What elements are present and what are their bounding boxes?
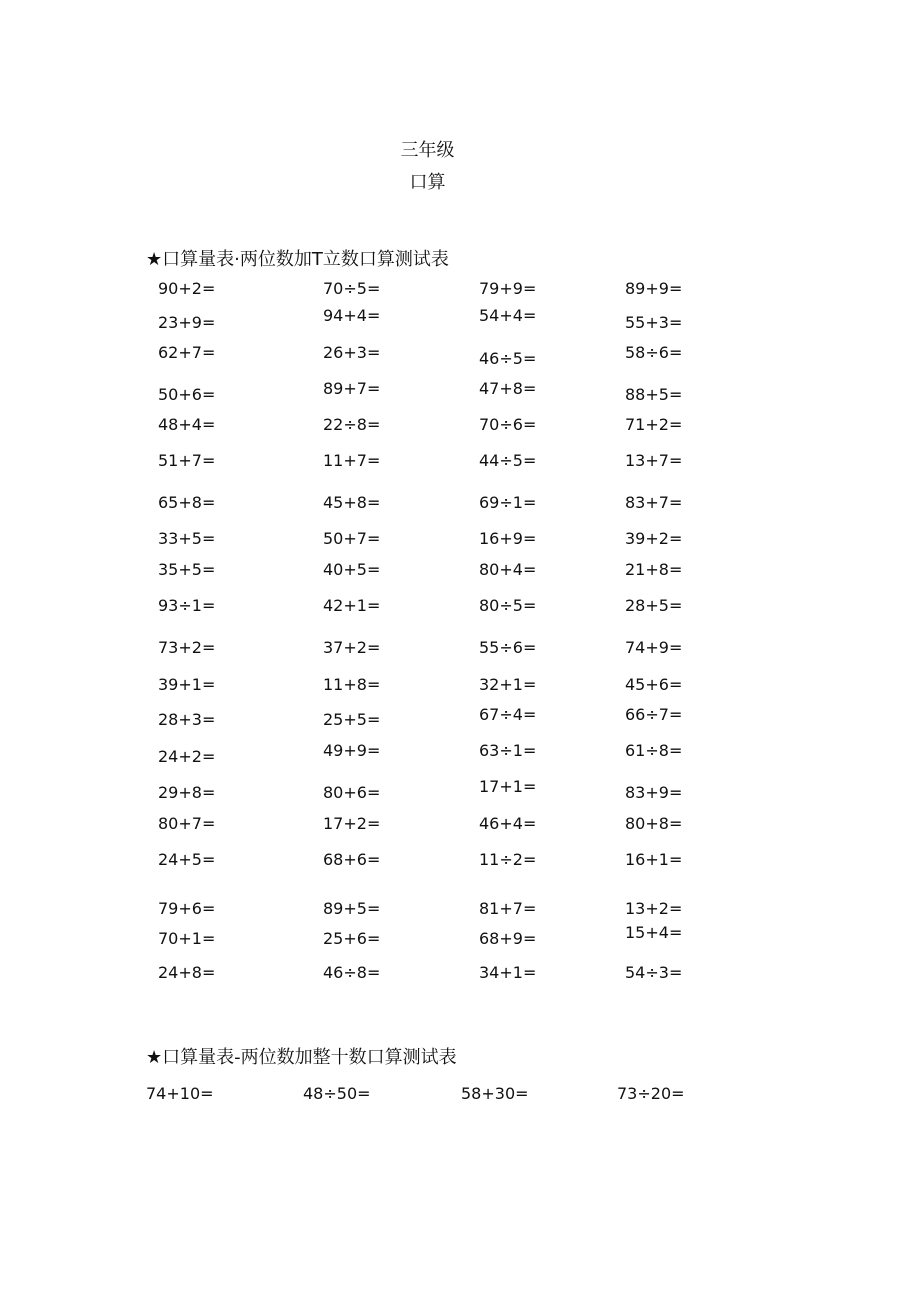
problem-item: 17+1=	[479, 777, 537, 796]
problem-item: 81+7=	[479, 899, 537, 918]
problem-item: 80+7=	[158, 814, 216, 833]
section2-heading: ★口算量表-两位数加整十数口算测试表	[146, 1047, 457, 1068]
problem-item: 58÷6=	[625, 343, 683, 362]
problem-item: 15+4=	[625, 923, 683, 942]
problem-item: 34+1=	[479, 963, 537, 982]
problem-item: 83+7=	[625, 493, 683, 512]
problem-item: 45+6=	[625, 675, 683, 694]
problem-item: 40+5=	[323, 560, 381, 579]
problem-item: 67÷4=	[479, 705, 537, 724]
problem-item: 26+3=	[323, 343, 381, 362]
problem-item: 68+9=	[479, 929, 537, 948]
problem-item: 48+4=	[158, 415, 216, 434]
problem-item: 46÷5=	[479, 349, 537, 368]
problem-item: 66÷7=	[625, 705, 683, 724]
problem-item: 25+5=	[323, 710, 381, 729]
problem-item: 70÷5=	[323, 279, 381, 298]
problem-item: 55+3=	[625, 313, 683, 332]
problem-item: 83+9=	[625, 783, 683, 802]
problem-item: 11+7=	[323, 451, 381, 470]
problem-item: 39+1=	[158, 675, 216, 694]
problem-item: 73+2=	[158, 638, 216, 657]
problem-item: 61÷8=	[625, 741, 683, 760]
problem-item: 35+5=	[158, 560, 216, 579]
problem-item: 73÷20=	[617, 1084, 685, 1103]
problem-item: 33+5=	[158, 529, 216, 548]
problem-item: 89+9=	[625, 279, 683, 298]
problem-item: 74+10=	[146, 1084, 214, 1103]
problem-item: 44÷5=	[479, 451, 537, 470]
problem-item: 37+2=	[323, 638, 381, 657]
problem-item: 50+6=	[158, 385, 216, 404]
problem-item: 93÷1=	[158, 596, 216, 615]
problem-item: 46+4=	[479, 814, 537, 833]
section1-heading: ★口算量表·两位数加T立数口算测试表	[146, 249, 449, 270]
problem-item: 58+30=	[461, 1084, 529, 1103]
problem-item: 47+8=	[479, 379, 537, 398]
problem-item: 69÷1=	[479, 493, 537, 512]
problem-item: 45+8=	[323, 493, 381, 512]
problem-item: 79+9=	[479, 279, 537, 298]
problem-item: 28+5=	[625, 596, 683, 615]
problem-item: 54÷3=	[625, 963, 683, 982]
problem-item: 21+8=	[625, 560, 683, 579]
problem-item: 39+2=	[625, 529, 683, 548]
problem-item: 80+6=	[323, 783, 381, 802]
problem-item: 32+1=	[479, 675, 537, 694]
problem-item: 17+2=	[323, 814, 381, 833]
problem-item: 80÷5=	[479, 596, 537, 615]
problem-item: 22÷8=	[323, 415, 381, 434]
problem-item: 68+6=	[323, 850, 381, 869]
problem-item: 65+8=	[158, 493, 216, 512]
problem-item: 62+7=	[158, 343, 216, 362]
problem-item: 70+1=	[158, 929, 216, 948]
problem-item: 70÷6=	[479, 415, 537, 434]
problem-item: 90+2=	[158, 279, 216, 298]
problem-item: 79+6=	[158, 899, 216, 918]
problem-item: 54+4=	[479, 306, 537, 325]
problem-item: 24+2=	[158, 747, 216, 766]
problem-item: 88+5=	[625, 385, 683, 404]
problem-item: 29+8=	[158, 783, 216, 802]
subject-title: 口算	[409, 172, 446, 193]
problem-item: 94+4=	[323, 306, 381, 325]
problem-item: 16+1=	[625, 850, 683, 869]
problem-item: 55÷6=	[479, 638, 537, 657]
problem-item: 80+4=	[479, 560, 537, 579]
problem-item: 28+3=	[158, 710, 216, 729]
problem-item: 74+9=	[625, 638, 683, 657]
problem-item: 80+8=	[625, 814, 683, 833]
problem-item: 13+7=	[625, 451, 683, 470]
problem-item: 16+9=	[479, 529, 537, 548]
problem-item: 11÷2=	[479, 850, 537, 869]
problem-item: 50+7=	[323, 529, 381, 548]
problem-item: 63÷1=	[479, 741, 537, 760]
problem-item: 13+2=	[625, 899, 683, 918]
problem-item: 48÷50=	[303, 1084, 371, 1103]
problem-item: 24+5=	[158, 850, 216, 869]
problem-item: 11+8=	[323, 675, 381, 694]
problem-item: 89+5=	[323, 899, 381, 918]
problem-item: 71+2=	[625, 415, 683, 434]
problem-item: 23+9=	[158, 313, 216, 332]
problem-item: 25+6=	[323, 929, 381, 948]
problem-item: 46÷8=	[323, 963, 381, 982]
grade-title: 三年级	[400, 140, 455, 161]
problem-item: 24+8=	[158, 963, 216, 982]
problem-item: 51+7=	[158, 451, 216, 470]
problem-item: 42+1=	[323, 596, 381, 615]
problem-item: 89+7=	[323, 379, 381, 398]
problem-item: 49+9=	[323, 741, 381, 760]
